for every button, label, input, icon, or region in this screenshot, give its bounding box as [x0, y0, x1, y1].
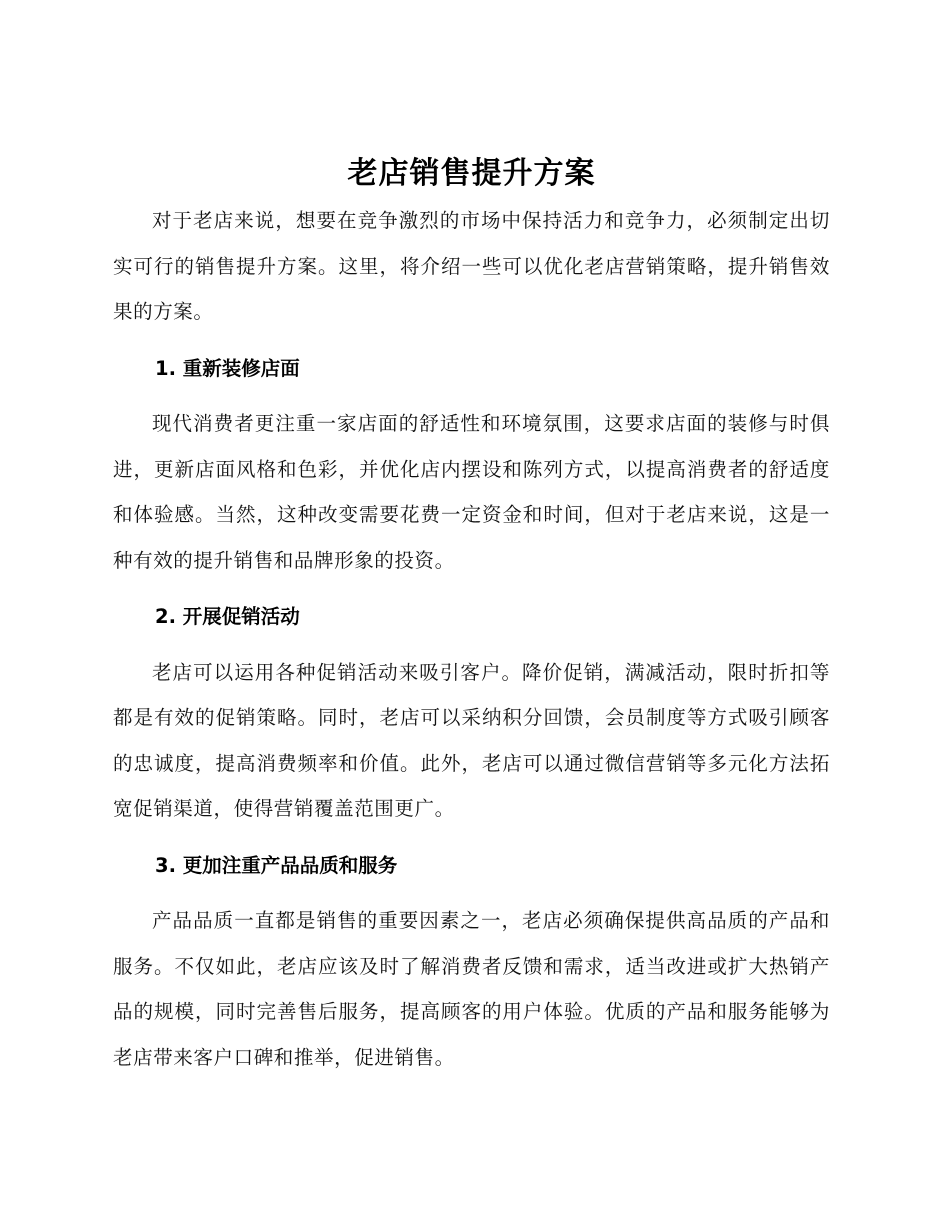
section-body-renovation: 现代消费者更注重一家店面的舒适性和环境氛围，这要求店面的装修与时俱进，更新店面风格和色彩，并优化店内摆设和陈列方式，以提高消费者的舒适度和体验感。当然，这种改变需要花费一定资金和时间，但对于老店来说，这是一种有效的提升销售和品牌形象的投资。: [113, 412, 830, 572]
intro-paragraph: 对于老店来说，想要在竞争激烈的市场中保持活力和竞争力，必须制定出切实可行的销售提升方案。这里，将介绍一些可以优化老店营销策略，提升销售效果的方案。: [113, 209, 830, 323]
section-heading-renovation: 1. 重新装修店面: [155, 356, 300, 380]
document-body: [113, 150, 830, 1080]
section-body-promotion: 老店可以运用各种促销活动来吸引客户。降价促销，满减活动，限时折扣等都是有效的促销策略。同时，老店可以采纳积分回馈，会员制度等方式吸引顾客的忠诚度，提高消费频率和价值。此外，老店可以通过微信营销等多元化方法拓宽促销渠道，使得营销覆盖范围更广。: [113, 660, 830, 820]
section-heading-promotion: 2. 开展促销活动: [155, 605, 300, 628]
section-body-quality: 产品品质一直都是销售的重要因素之一，老店必须确保提供高品质的产品和服务。不仅如此，老店应该及时了解消费者反馈和需求，适当改进或扩大热销产品的规模，同时完善售后服务，提高顾客的用户体验。优质的产品和服务能够为老店带来客户口碑和推举，促进销售。: [113, 909, 830, 1069]
section-heading-quality: 3. 更加注重产品品质和服务: [155, 853, 398, 877]
document-title: 老店销售提升方案: [347, 156, 596, 191]
